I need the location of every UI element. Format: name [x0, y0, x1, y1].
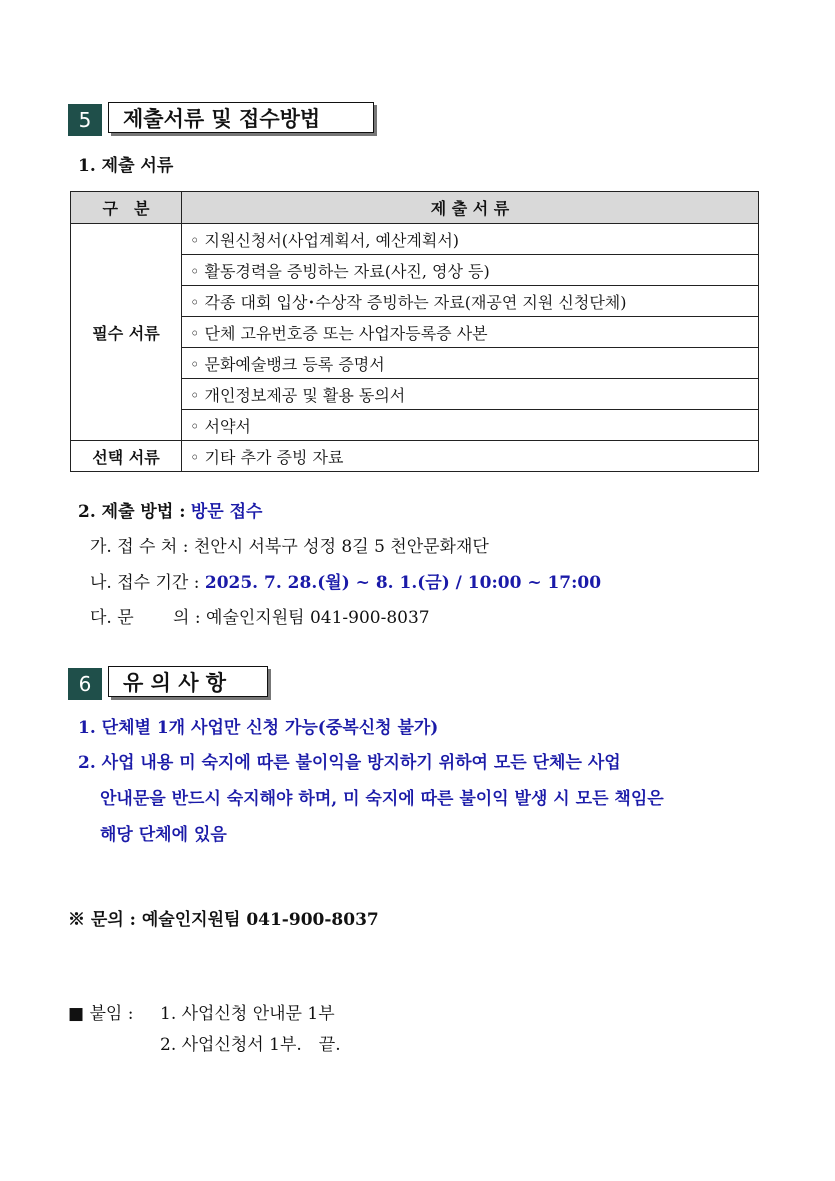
attachment-item: 2. 사업신청서 1부. 끝. [160, 1035, 341, 1055]
table-row: ◦ 각종 대회 입상･수상작 증빙하는 자료(재공연 지원 신청단체) [182, 286, 759, 317]
section-5-title: 제출서류 및 접수방법 [108, 102, 374, 133]
detail-value: 2025. 7. 28.(월) ~ 8. 1.(금) / 10:00 ~ 17:00 [204, 573, 602, 593]
optional-docs-label: 선택 서류 [71, 441, 182, 472]
note-2-line-2: 안내문을 반드시 숙지해야 하며, 미 숙지에 따른 불이익 발생 시 모든 책임은 [100, 789, 664, 809]
table-row: ◦ 활동경력을 증빙하는 자료(사진, 영상 등) [182, 255, 759, 286]
documents-table [70, 191, 759, 472]
contact-line: ※ 문의 : 예술인지원팀 041-900-8037 [68, 910, 379, 930]
table-row: ◦ 문화예술뱅크 등록 증명서 [182, 348, 759, 379]
section-6-number: 6 [68, 668, 102, 700]
required-docs-label: 필수 서류 [71, 224, 182, 441]
detail-inquiry [90, 603, 430, 628]
detail-label: 가. 접 수 처 : [90, 537, 189, 557]
section-6-title: 유 의 사 항 [108, 666, 268, 697]
table-row: ◦ 서약서 [182, 410, 759, 441]
detail-value: 예술인지원팀 041-900-8037 [206, 608, 430, 628]
table-row: ◦ 단체 고유번호증 또는 사업자등록증 사본 [182, 317, 759, 348]
detail-value: 천안시 서북구 성정 8길 5 천안문화재단 [193, 537, 489, 557]
submission-method-label: 2. 제출 방법 : [78, 502, 186, 522]
attachments-label: ■ 붙임 : [68, 1004, 134, 1024]
submission-docs-heading: 1. 제출 서류 [78, 156, 174, 176]
detail-reception [90, 532, 489, 557]
table-row: ◦ 지원신청서(사업계획서, 예산계획서) [182, 224, 759, 255]
section-5-number: 5 [68, 104, 102, 136]
detail-label: 나. 접수 기간 : [90, 573, 200, 593]
table-row: ◦ 개인정보제공 및 활용 동의서 [182, 379, 759, 410]
detail-period [90, 568, 601, 593]
table-header-documents: 제 출 서 류 [182, 192, 759, 224]
note-2-line-3: 해당 단체에 있음 [100, 825, 227, 845]
attachment-item: 1. 사업신청 안내문 1부 [160, 1004, 335, 1024]
note-2-line-1: 2. 사업 내용 미 숙지에 따른 불이익을 방지하기 위하여 모든 단체는 사업 [78, 753, 621, 773]
submission-method-value: 방문 접수 [190, 502, 263, 522]
note-1: 1. 단체별 1개 사업만 신청 가능(중복신청 불가) [78, 718, 439, 738]
table-header-category: 구 분 [71, 192, 182, 224]
submission-method [78, 497, 262, 522]
table-row: ◦ 기타 추가 증빙 자료 [182, 441, 759, 472]
detail-label: 다. 문 의 : [90, 608, 201, 628]
